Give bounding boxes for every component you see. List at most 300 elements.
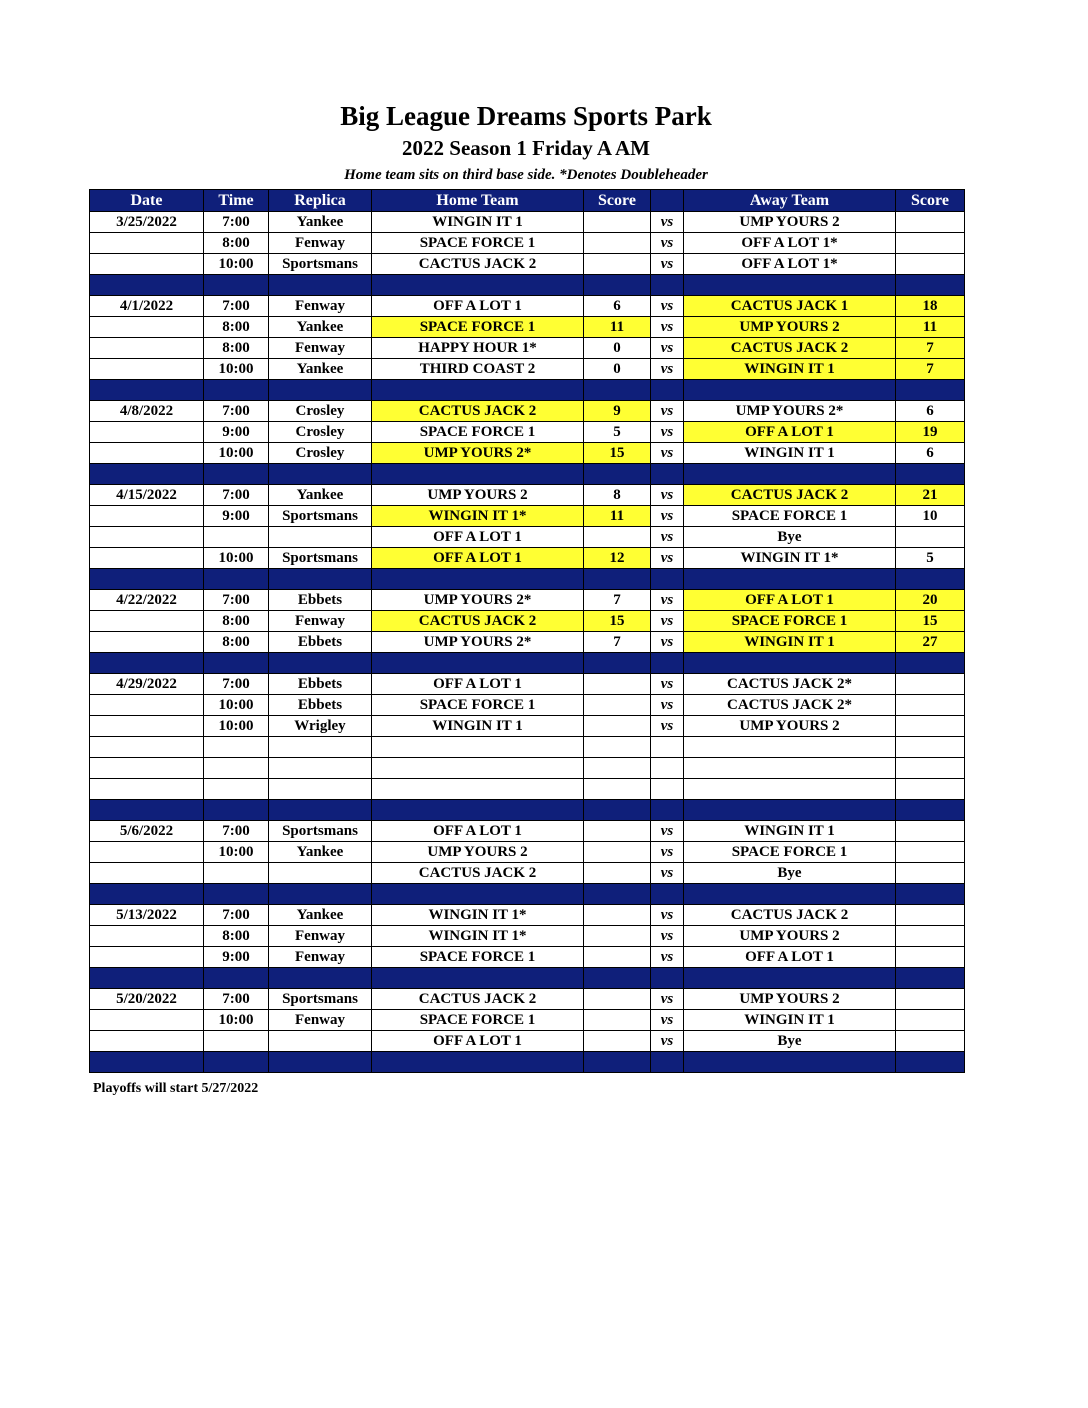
away-team-cell: WINGIN IT 1*: [684, 548, 896, 569]
separator-cell: [90, 275, 204, 296]
away-team-cell: SPACE FORCE 1: [684, 842, 896, 863]
separator-cell: [269, 464, 372, 485]
home-score-cell: 7: [584, 632, 651, 653]
time-cell: 8:00: [204, 233, 269, 254]
time-cell: 10:00: [204, 359, 269, 380]
separator-cell: [372, 653, 584, 674]
game-row: [90, 548, 965, 569]
week-separator-row: [90, 653, 965, 674]
replica-cell: Yankee: [269, 317, 372, 338]
game-row: [90, 905, 965, 926]
week-separator-row: [90, 380, 965, 401]
away-score-cell: 6: [896, 401, 965, 422]
separator-cell: [372, 569, 584, 590]
date-cell: 4/8/2022: [90, 401, 204, 422]
away-score-cell: [896, 254, 965, 275]
separator-cell: [372, 275, 584, 296]
away-score-cell: [896, 674, 965, 695]
home-score-cell: 7: [584, 590, 651, 611]
vs-cell: vs: [651, 695, 684, 716]
home-team-cell: OFF A LOT 1: [372, 1031, 584, 1052]
home-score-cell: [584, 737, 651, 758]
time-cell: 8:00: [204, 926, 269, 947]
game-row: [90, 821, 965, 842]
separator-cell: [684, 968, 896, 989]
date-cell: 4/22/2022: [90, 590, 204, 611]
away-team-cell: Bye: [684, 863, 896, 884]
home-team-cell: OFF A LOT 1: [372, 527, 584, 548]
away-score-cell: 5: [896, 548, 965, 569]
away-team-cell: [684, 758, 896, 779]
separator-cell: [584, 968, 651, 989]
date-cell: [90, 254, 204, 275]
replica-cell: Fenway: [269, 926, 372, 947]
header-away-score: Score: [896, 190, 965, 212]
game-row: [90, 947, 965, 968]
vs-cell: vs: [651, 926, 684, 947]
vs-cell: vs: [651, 905, 684, 926]
time-cell: 8:00: [204, 338, 269, 359]
home-team-cell: UMP YOURS 2*: [372, 590, 584, 611]
replica-cell: Crosley: [269, 422, 372, 443]
home-team-cell: UMP YOURS 2: [372, 485, 584, 506]
game-row: [90, 212, 965, 233]
game-row: [90, 1010, 965, 1031]
home-score-cell: 11: [584, 506, 651, 527]
home-team-cell: WINGIN IT 1*: [372, 926, 584, 947]
away-score-cell: [896, 695, 965, 716]
game-row: [90, 611, 965, 632]
separator-cell: [269, 275, 372, 296]
time-cell: 7:00: [204, 485, 269, 506]
home-score-cell: 0: [584, 359, 651, 380]
separator-cell: [584, 800, 651, 821]
date-cell: [90, 737, 204, 758]
vs-cell: vs: [651, 422, 684, 443]
date-cell: 5/13/2022: [90, 905, 204, 926]
separator-cell: [90, 1052, 204, 1073]
away-score-cell: [896, 1031, 965, 1052]
time-cell: 10:00: [204, 695, 269, 716]
header-home-score: Score: [584, 190, 651, 212]
separator-cell: [269, 653, 372, 674]
date-cell: 5/20/2022: [90, 989, 204, 1010]
away-score-cell: [896, 716, 965, 737]
home-team-cell: WINGIN IT 1: [372, 212, 584, 233]
away-score-cell: [896, 926, 965, 947]
separator-cell: [90, 968, 204, 989]
home-team-cell: SPACE FORCE 1: [372, 1010, 584, 1031]
separator-cell: [372, 884, 584, 905]
separator-cell: [204, 569, 269, 590]
game-row: [90, 527, 965, 548]
vs-cell: vs: [651, 611, 684, 632]
vs-cell: vs: [651, 401, 684, 422]
separator-cell: [684, 884, 896, 905]
time-cell: 7:00: [204, 821, 269, 842]
home-score-cell: 9: [584, 401, 651, 422]
date-cell: [90, 233, 204, 254]
separator-cell: [651, 1052, 684, 1073]
away-score-cell: 18: [896, 296, 965, 317]
separator-cell: [90, 800, 204, 821]
date-cell: [90, 863, 204, 884]
away-team-cell: UMP YOURS 2: [684, 212, 896, 233]
replica-cell: Crosley: [269, 443, 372, 464]
vs-cell: vs: [651, 989, 684, 1010]
separator-cell: [269, 380, 372, 401]
separator-cell: [896, 1052, 965, 1073]
home-score-cell: 11: [584, 317, 651, 338]
separator-cell: [684, 653, 896, 674]
away-score-cell: 21: [896, 485, 965, 506]
vs-cell: vs: [651, 359, 684, 380]
vs-cell: vs: [651, 527, 684, 548]
home-score-cell: [584, 758, 651, 779]
home-score-cell: 5: [584, 422, 651, 443]
time-cell: [204, 863, 269, 884]
away-team-cell: OFF A LOT 1: [684, 947, 896, 968]
time-cell: 9:00: [204, 506, 269, 527]
date-cell: 5/6/2022: [90, 821, 204, 842]
vs-cell: vs: [651, 1010, 684, 1031]
separator-cell: [584, 653, 651, 674]
week-separator-row: [90, 464, 965, 485]
replica-cell: Sportsmans: [269, 548, 372, 569]
separator-cell: [90, 884, 204, 905]
away-score-cell: [896, 905, 965, 926]
away-team-cell: WINGIN IT 1: [684, 359, 896, 380]
replica-cell: Fenway: [269, 233, 372, 254]
week-separator-row: [90, 1052, 965, 1073]
replica-cell: [269, 527, 372, 548]
separator-cell: [651, 464, 684, 485]
away-team-cell: SPACE FORCE 1: [684, 611, 896, 632]
game-row: [90, 317, 965, 338]
home-team-cell: WINGIN IT 1*: [372, 905, 584, 926]
schedule-table: [89, 189, 965, 1073]
date-cell: [90, 422, 204, 443]
replica-cell: Ebbets: [269, 674, 372, 695]
separator-cell: [204, 464, 269, 485]
time-cell: 7:00: [204, 590, 269, 611]
time-cell: 7:00: [204, 989, 269, 1010]
time-cell: 10:00: [204, 254, 269, 275]
away-score-cell: [896, 863, 965, 884]
separator-cell: [90, 569, 204, 590]
separator-cell: [204, 275, 269, 296]
away-score-cell: [896, 527, 965, 548]
separator-cell: [651, 884, 684, 905]
game-row: [90, 254, 965, 275]
separator-cell: [684, 380, 896, 401]
away-team-cell: OFF A LOT 1*: [684, 233, 896, 254]
separator-cell: [651, 275, 684, 296]
home-score-cell: [584, 212, 651, 233]
home-score-cell: [584, 527, 651, 548]
separator-cell: [204, 380, 269, 401]
game-row: [90, 674, 965, 695]
replica-cell: Yankee: [269, 212, 372, 233]
home-score-cell: [584, 989, 651, 1010]
header-away-team: Away Team: [684, 190, 896, 212]
separator-cell: [684, 464, 896, 485]
home-score-cell: [584, 821, 651, 842]
away-score-cell: [896, 842, 965, 863]
game-row: [90, 296, 965, 317]
home-team-cell: WINGIN IT 1*: [372, 506, 584, 527]
vs-cell: vs: [651, 485, 684, 506]
home-score-cell: 15: [584, 443, 651, 464]
home-score-cell: [584, 716, 651, 737]
separator-cell: [372, 800, 584, 821]
time-cell: 10:00: [204, 716, 269, 737]
separator-cell: [651, 800, 684, 821]
page-subtitle: 2022 Season 1 Friday A AM: [402, 136, 650, 160]
home-score-cell: 0: [584, 338, 651, 359]
replica-cell: [269, 1031, 372, 1052]
away-team-cell: [684, 779, 896, 800]
replica-cell: Sportsmans: [269, 506, 372, 527]
away-team-cell: CACTUS JACK 2: [684, 338, 896, 359]
separator-cell: [684, 1052, 896, 1073]
away-score-cell: 7: [896, 338, 965, 359]
date-cell: [90, 359, 204, 380]
vs-cell: vs: [651, 590, 684, 611]
time-cell: 8:00: [204, 611, 269, 632]
away-team-cell: Bye: [684, 527, 896, 548]
separator-cell: [584, 380, 651, 401]
vs-cell: vs: [651, 821, 684, 842]
replica-cell: Sportsmans: [269, 254, 372, 275]
separator-cell: [584, 569, 651, 590]
vs-cell: vs: [651, 338, 684, 359]
header-home-team: Home Team: [372, 190, 584, 212]
home-team-cell: UMP YOURS 2*: [372, 443, 584, 464]
home-team-cell: OFF A LOT 1: [372, 548, 584, 569]
away-team-cell: Bye: [684, 1031, 896, 1052]
home-team-cell: SPACE FORCE 1: [372, 947, 584, 968]
home-team-cell: CACTUS JACK 2: [372, 989, 584, 1010]
separator-cell: [684, 275, 896, 296]
vs-cell: vs: [651, 632, 684, 653]
time-cell: [204, 527, 269, 548]
date-cell: 3/25/2022: [90, 212, 204, 233]
separator-cell: [269, 968, 372, 989]
time-cell: [204, 758, 269, 779]
away-team-cell: WINGIN IT 1: [684, 443, 896, 464]
replica-cell: [269, 863, 372, 884]
vs-cell: vs: [651, 716, 684, 737]
time-cell: 9:00: [204, 422, 269, 443]
separator-cell: [204, 1052, 269, 1073]
replica-cell: Wrigley: [269, 716, 372, 737]
away-team-cell: CACTUS JACK 2*: [684, 695, 896, 716]
home-score-cell: [584, 695, 651, 716]
home-team-cell: OFF A LOT 1: [372, 674, 584, 695]
separator-cell: [372, 380, 584, 401]
week-separator-row: [90, 884, 965, 905]
away-score-cell: [896, 758, 965, 779]
home-score-cell: [584, 905, 651, 926]
vs-cell: vs: [651, 506, 684, 527]
date-cell: [90, 443, 204, 464]
away-team-cell: UMP YOURS 2: [684, 989, 896, 1010]
home-team-cell: [372, 779, 584, 800]
time-cell: 7:00: [204, 401, 269, 422]
separator-cell: [584, 275, 651, 296]
separator-cell: [204, 653, 269, 674]
replica-cell: Crosley: [269, 401, 372, 422]
home-score-cell: [584, 947, 651, 968]
week-separator-row: [90, 569, 965, 590]
time-cell: [204, 779, 269, 800]
away-team-cell: [684, 737, 896, 758]
date-cell: [90, 947, 204, 968]
home-team-cell: OFF A LOT 1: [372, 296, 584, 317]
separator-cell: [90, 464, 204, 485]
home-score-cell: [584, 1031, 651, 1052]
home-team-cell: SPACE FORCE 1: [372, 695, 584, 716]
away-score-cell: 20: [896, 590, 965, 611]
separator-cell: [896, 653, 965, 674]
separator-cell: [204, 968, 269, 989]
away-team-cell: OFF A LOT 1*: [684, 254, 896, 275]
separator-cell: [896, 275, 965, 296]
game-row: [90, 401, 965, 422]
separator-cell: [269, 569, 372, 590]
separator-cell: [269, 884, 372, 905]
vs-cell: vs: [651, 674, 684, 695]
blank-row: [90, 758, 965, 779]
date-cell: [90, 1031, 204, 1052]
game-row: [90, 695, 965, 716]
vs-cell: vs: [651, 947, 684, 968]
replica-cell: Sportsmans: [269, 821, 372, 842]
week-separator-row: [90, 800, 965, 821]
game-row: [90, 422, 965, 443]
away-score-cell: [896, 947, 965, 968]
separator-cell: [204, 884, 269, 905]
vs-cell: vs: [651, 296, 684, 317]
game-row: [90, 632, 965, 653]
separator-cell: [269, 800, 372, 821]
separator-cell: [896, 884, 965, 905]
time-cell: 8:00: [204, 317, 269, 338]
replica-cell: Sportsmans: [269, 989, 372, 1010]
replica-cell: Yankee: [269, 485, 372, 506]
home-score-cell: [584, 842, 651, 863]
away-score-cell: 11: [896, 317, 965, 338]
away-score-cell: [896, 212, 965, 233]
header-vs: [651, 190, 684, 212]
home-team-cell: SPACE FORCE 1: [372, 233, 584, 254]
separator-cell: [651, 653, 684, 674]
time-cell: 9:00: [204, 947, 269, 968]
away-score-cell: 6: [896, 443, 965, 464]
game-row: [90, 233, 965, 254]
away-team-cell: CACTUS JACK 1: [684, 296, 896, 317]
header-row: [90, 190, 965, 212]
separator-cell: [584, 464, 651, 485]
vs-cell: vs: [651, 1031, 684, 1052]
blank-row: [90, 737, 965, 758]
replica-cell: Yankee: [269, 842, 372, 863]
home-score-cell: [584, 779, 651, 800]
separator-cell: [896, 464, 965, 485]
home-team-cell: UMP YOURS 2*: [372, 632, 584, 653]
replica-cell: [269, 737, 372, 758]
separator-cell: [204, 800, 269, 821]
date-cell: [90, 527, 204, 548]
game-row: [90, 443, 965, 464]
replica-cell: Ebbets: [269, 632, 372, 653]
game-row: [90, 926, 965, 947]
date-cell: [90, 317, 204, 338]
home-score-cell: [584, 863, 651, 884]
date-cell: [90, 779, 204, 800]
time-cell: 7:00: [204, 905, 269, 926]
vs-cell: [651, 779, 684, 800]
vs-cell: vs: [651, 233, 684, 254]
date-cell: [90, 506, 204, 527]
game-row: [90, 590, 965, 611]
time-cell: [204, 737, 269, 758]
separator-cell: [372, 1052, 584, 1073]
replica-cell: Fenway: [269, 338, 372, 359]
replica-cell: Fenway: [269, 947, 372, 968]
time-cell: 10:00: [204, 842, 269, 863]
replica-cell: [269, 758, 372, 779]
away-score-cell: 27: [896, 632, 965, 653]
separator-cell: [372, 968, 584, 989]
date-cell: [90, 695, 204, 716]
away-team-cell: OFF A LOT 1: [684, 590, 896, 611]
home-team-cell: CACTUS JACK 2: [372, 254, 584, 275]
time-cell: 8:00: [204, 632, 269, 653]
separator-cell: [372, 464, 584, 485]
away-score-cell: 15: [896, 611, 965, 632]
date-cell: [90, 716, 204, 737]
game-row: [90, 485, 965, 506]
separator-cell: [651, 569, 684, 590]
replica-cell: Fenway: [269, 1010, 372, 1031]
home-score-cell: [584, 926, 651, 947]
game-row: [90, 1031, 965, 1052]
game-row: [90, 716, 965, 737]
vs-cell: vs: [651, 548, 684, 569]
home-team-cell: THIRD COAST 2: [372, 359, 584, 380]
away-score-cell: 7: [896, 359, 965, 380]
vs-cell: vs: [651, 842, 684, 863]
away-score-cell: [896, 989, 965, 1010]
away-score-cell: [896, 779, 965, 800]
away-team-cell: SPACE FORCE 1: [684, 506, 896, 527]
date-cell: [90, 926, 204, 947]
time-cell: 7:00: [204, 674, 269, 695]
home-score-cell: 6: [584, 296, 651, 317]
away-team-cell: WINGIN IT 1: [684, 821, 896, 842]
away-team-cell: WINGIN IT 1: [684, 1010, 896, 1031]
schedule-body: [90, 212, 965, 1073]
home-team-cell: OFF A LOT 1: [372, 821, 584, 842]
page-title: Big League Dreams Sports Park: [340, 101, 712, 131]
vs-cell: vs: [651, 443, 684, 464]
date-cell: [90, 611, 204, 632]
home-team-cell: [372, 758, 584, 779]
separator-cell: [896, 800, 965, 821]
away-score-cell: [896, 821, 965, 842]
